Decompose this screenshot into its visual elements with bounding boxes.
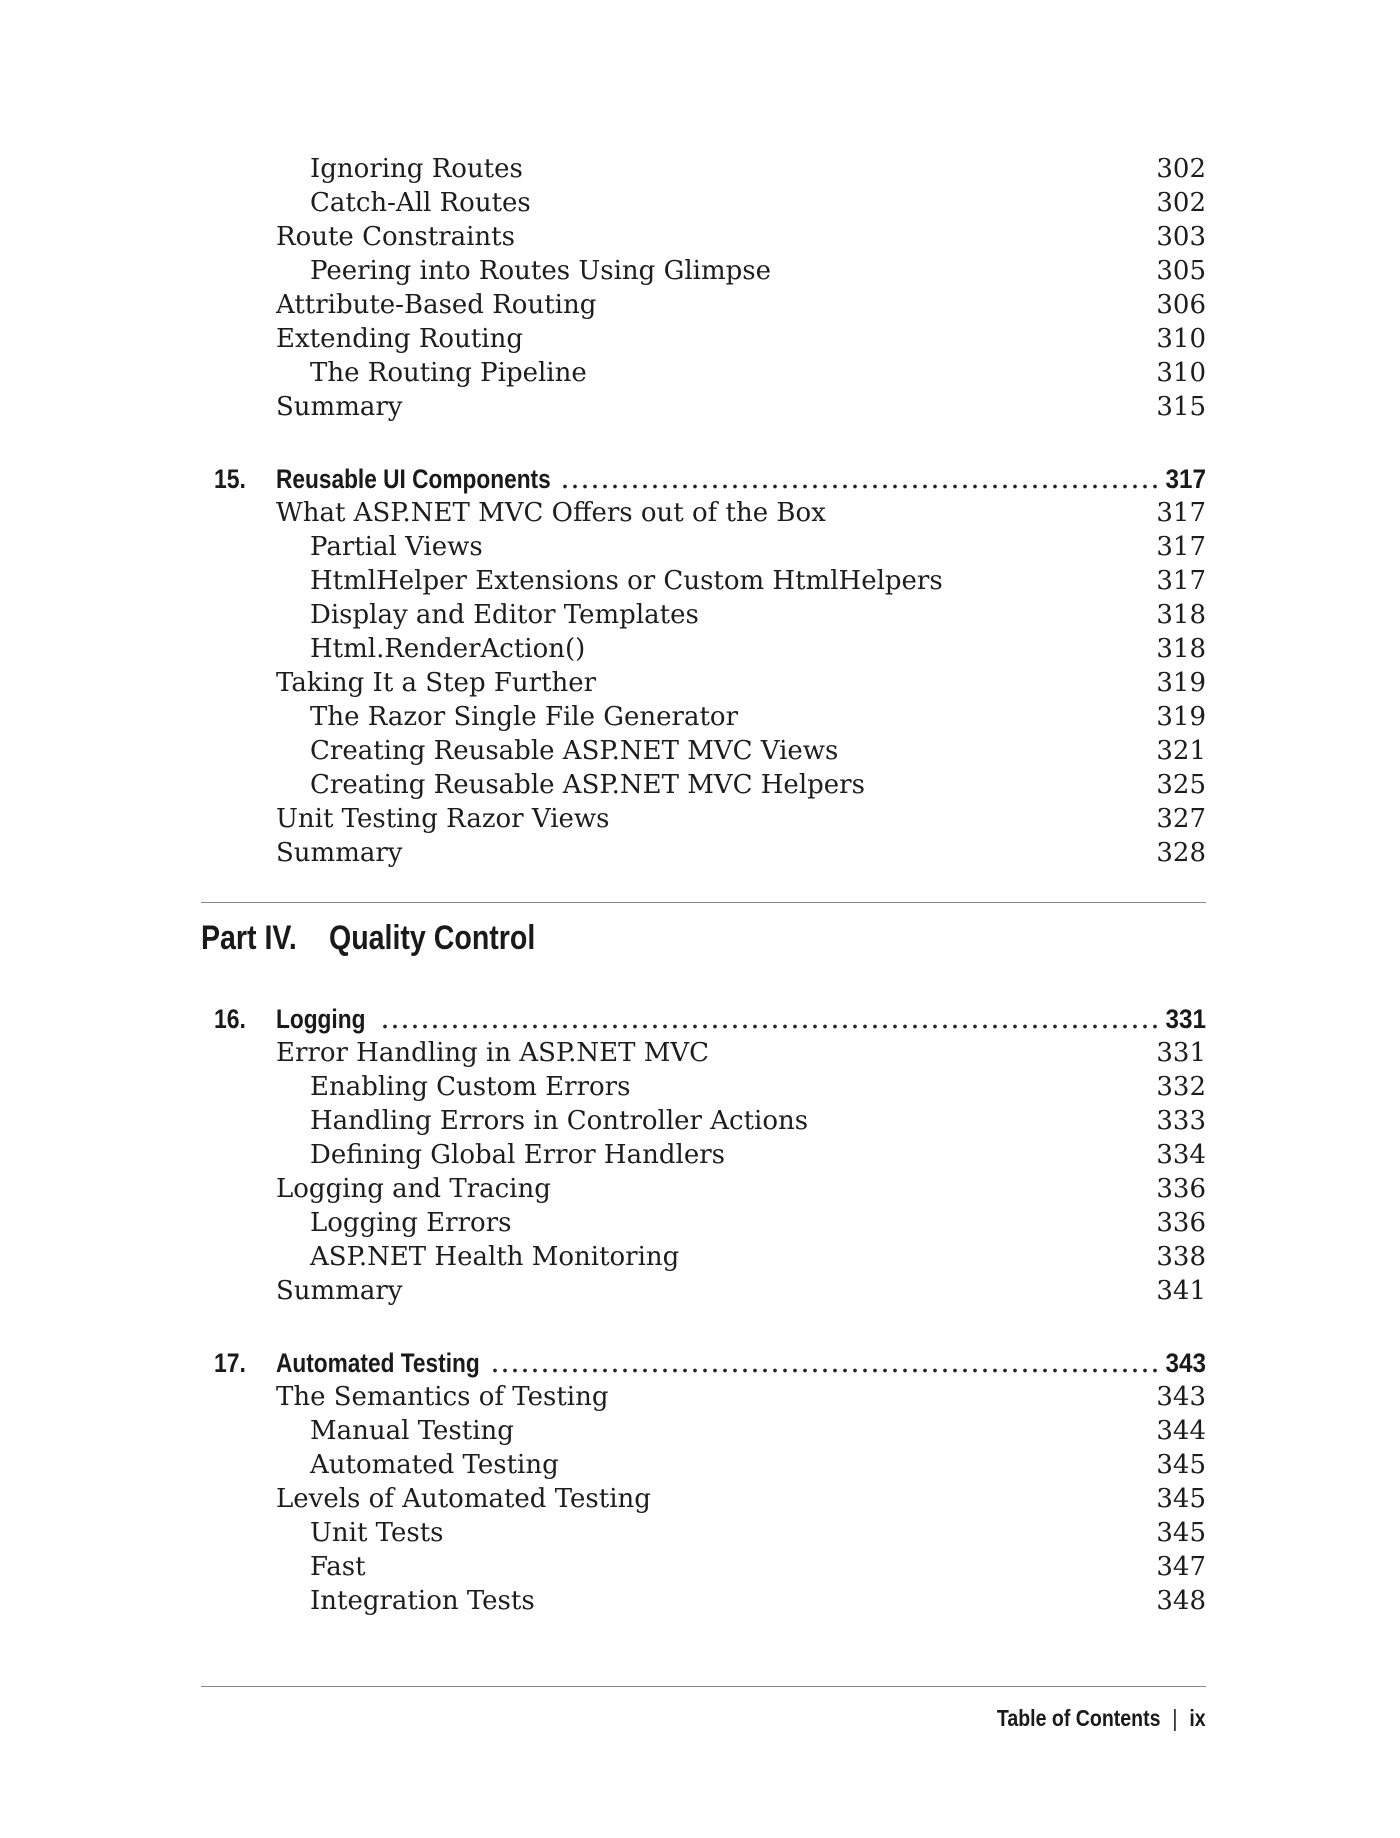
toc-entry-page: 321 [1156, 736, 1206, 766]
toc-entry-page: 315 [1156, 392, 1206, 422]
toc-entry-page: 318 [1156, 634, 1206, 664]
toc-entry[interactable] [0, 356, 1400, 390]
toc-entry-page: 345 [1156, 1450, 1206, 1480]
toc-entry-page: 325 [1156, 770, 1206, 800]
toc-entry-page: 328 [1156, 838, 1206, 868]
footer-page-number: ix [1189, 1705, 1206, 1731]
chapter-title: Automated Testing [276, 1348, 480, 1378]
toc-entry[interactable] [0, 836, 1400, 870]
toc-entry[interactable] [0, 802, 1400, 836]
toc-entry-title: Manual Testing [310, 1416, 514, 1446]
toc-entry-page: 317 [1156, 498, 1206, 528]
part-title: Quality Control [329, 919, 536, 957]
toc-entry-title: Integration Tests [310, 1586, 535, 1616]
toc-entry-title: Unit Testing Razor Views [276, 804, 610, 834]
toc-entry-title: Error Handling in ASP.NET MVC [276, 1038, 710, 1068]
toc-entry-title: Summary [276, 392, 403, 422]
toc-entry-page: 318 [1156, 600, 1206, 630]
toc-entry[interactable] [0, 1206, 1400, 1240]
toc-entry-title: Summary [276, 1276, 403, 1306]
toc-entry-title: Display and Editor Templates [310, 600, 699, 630]
toc-entry-title: The Routing Pipeline [310, 358, 587, 388]
dot-leader [377, 1024, 1160, 1029]
toc-entry[interactable] [0, 220, 1400, 254]
toc-entry[interactable] [0, 322, 1400, 356]
part-heading[interactable] [201, 915, 1101, 961]
toc-entry-page: 343 [1156, 1382, 1206, 1412]
toc-entry-page: 302 [1156, 154, 1206, 184]
toc-entry[interactable] [0, 1036, 1400, 1070]
toc-entry-title: Creating Reusable ASP.NET MVC Helpers [310, 770, 865, 800]
toc-entry-page: 336 [1156, 1208, 1206, 1238]
toc-entry[interactable] [0, 1550, 1400, 1584]
toc-entry[interactable] [0, 496, 1400, 530]
toc-entry-title: Peering into Routes Using Glimpse [310, 256, 771, 286]
chapter-heading[interactable] [0, 999, 1400, 1039]
toc-entry-title: Ignoring Routes [310, 154, 523, 184]
chapter-number: 17. [214, 1348, 246, 1378]
toc-entry-title: Catch-All Routes [310, 188, 531, 218]
toc-entry[interactable] [0, 1070, 1400, 1104]
toc-entry-title: Summary [276, 838, 403, 868]
toc-entry-title: HtmlHelper Extensions or Custom HtmlHelpers [310, 566, 943, 596]
toc-entry[interactable] [0, 734, 1400, 768]
toc-entry-page: 302 [1156, 188, 1206, 218]
toc-entry-page: 333 [1156, 1106, 1206, 1136]
toc-entry-page: 317 [1156, 532, 1206, 562]
toc-entry-page: 345 [1156, 1518, 1206, 1548]
toc-entry[interactable] [0, 1448, 1400, 1482]
toc-entry[interactable] [0, 530, 1400, 564]
toc-entry-page: 341 [1156, 1276, 1206, 1306]
footer-rule [201, 1686, 1206, 1687]
toc-entry-title: Logging Errors [310, 1208, 512, 1238]
toc-entry-title: The Razor Single File Generator [310, 702, 739, 732]
toc-entry-page: 348 [1156, 1586, 1206, 1616]
toc-entry-page: 319 [1156, 702, 1206, 732]
toc-entry[interactable] [0, 288, 1400, 322]
toc-entry-title: ASP.NET Health Monitoring [310, 1242, 680, 1272]
chapter-page: 317 [1165, 464, 1206, 494]
toc-entry[interactable] [0, 768, 1400, 802]
toc-entry[interactable] [0, 1414, 1400, 1448]
chapter-title: Logging [276, 1004, 366, 1034]
dot-leader [563, 484, 1160, 489]
chapter-heading[interactable] [0, 459, 1400, 499]
toc-entry-page: 345 [1156, 1484, 1206, 1514]
toc-entry-title: What ASP.NET MVC Offers out of the Box [276, 498, 826, 528]
toc-entry-page: 317 [1156, 566, 1206, 596]
toc-entry-title: Levels of Automated Testing [276, 1484, 651, 1514]
toc-entry-page: 319 [1156, 668, 1206, 698]
part-divider-rule [201, 902, 1206, 903]
toc-entry-page: 338 [1156, 1242, 1206, 1272]
toc-entry-page: 327 [1156, 804, 1206, 834]
toc-entry[interactable] [0, 1172, 1400, 1206]
toc-entry-title: Creating Reusable ASP.NET MVC Views [310, 736, 839, 766]
toc-entry[interactable] [0, 598, 1400, 632]
toc-entry-title: Taking It a Step Further [276, 668, 597, 698]
page-footer [997, 1702, 1206, 1734]
toc-entry[interactable] [0, 564, 1400, 598]
toc-entry-page: 306 [1156, 290, 1206, 320]
toc-entry-title: Handling Errors in Controller Actions [310, 1106, 809, 1136]
chapter-number: 16. [214, 1004, 246, 1034]
toc-entry[interactable] [0, 666, 1400, 700]
toc-entry-page: 347 [1156, 1552, 1206, 1582]
toc-entry[interactable] [0, 390, 1400, 424]
chapter-page: 331 [1165, 1004, 1206, 1034]
toc-entry-title: Defining Global Error Handlers [310, 1140, 725, 1170]
chapter-title: Reusable UI Components [276, 464, 551, 494]
toc-entry-page: 344 [1156, 1416, 1206, 1446]
toc-entry-title: Automated Testing [310, 1450, 559, 1480]
chapter-page: 343 [1165, 1348, 1206, 1378]
toc-entry[interactable] [0, 1104, 1400, 1138]
toc-entry[interactable] [0, 1380, 1400, 1414]
toc-entry-page: 334 [1156, 1140, 1206, 1170]
dot-leader [492, 1368, 1160, 1373]
toc-entry[interactable] [0, 254, 1400, 288]
toc-entry-title: Html.RenderAction() [310, 634, 586, 664]
toc-entry-page: 332 [1156, 1072, 1206, 1102]
toc-entry-page: 331 [1156, 1038, 1206, 1068]
toc-entry-page: 310 [1156, 324, 1206, 354]
toc-entry[interactable] [0, 1138, 1400, 1172]
toc-entry[interactable] [0, 1240, 1400, 1274]
toc-entry-title: Unit Tests [310, 1518, 444, 1548]
toc-entry[interactable] [0, 700, 1400, 734]
toc-entry[interactable] [0, 1274, 1400, 1308]
toc-entry[interactable] [0, 632, 1400, 666]
toc-entry-title: Route Constraints [276, 222, 515, 252]
toc-entry-title: Extending Routing [276, 324, 523, 354]
toc-entry[interactable] [0, 152, 1400, 186]
toc-entry[interactable] [0, 1482, 1400, 1516]
toc-entry-title: The Semantics of Testing [276, 1382, 609, 1412]
chapter-heading[interactable] [0, 1343, 1400, 1383]
toc-entry[interactable] [0, 1516, 1400, 1550]
toc-entry-title: Enabling Custom Errors [310, 1072, 631, 1102]
toc-entry-page: 310 [1156, 358, 1206, 388]
toc-entry-page: 303 [1156, 222, 1206, 252]
toc-entry-page: 305 [1156, 256, 1206, 286]
toc-entry[interactable] [0, 1584, 1400, 1618]
toc-entry-title: Fast [310, 1552, 366, 1582]
chapter-number: 15. [214, 464, 246, 494]
footer-label: Table of Contents [997, 1705, 1161, 1731]
part-label: Part IV. [201, 919, 297, 957]
toc-entry-title: Partial Views [310, 532, 483, 562]
toc-entry-title: Logging and Tracing [276, 1174, 551, 1204]
toc-entry[interactable] [0, 186, 1400, 220]
footer-separator: | [1172, 1705, 1178, 1731]
toc-entry-page: 336 [1156, 1174, 1206, 1204]
toc-entry-title: Attribute-Based Routing [276, 290, 597, 320]
